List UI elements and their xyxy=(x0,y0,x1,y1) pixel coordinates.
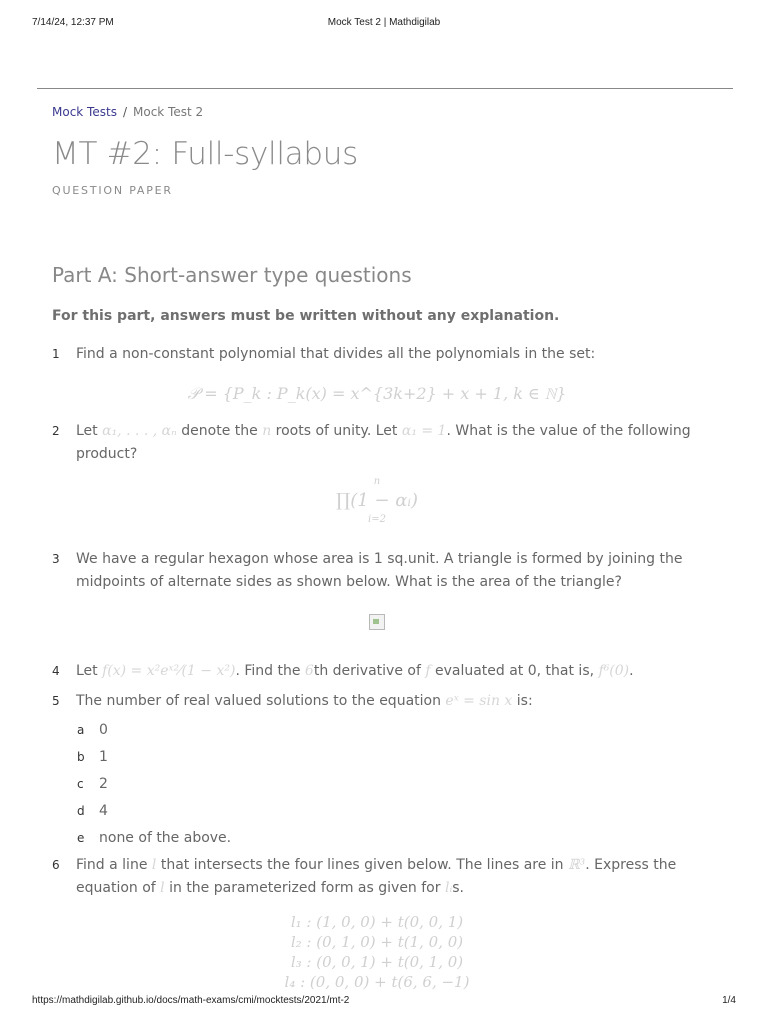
math-inline: lᵢ xyxy=(444,879,453,896)
option-text: 2 xyxy=(99,775,108,792)
option-label: e xyxy=(77,830,85,845)
option-label: b xyxy=(77,749,85,764)
question-text: s. xyxy=(452,879,465,896)
line-equation: l₂ : (0, 1, 0) + t(1, 0, 0) xyxy=(290,932,464,951)
question-text: roots of unity. Let xyxy=(271,422,402,439)
option-label: a xyxy=(77,722,85,737)
option-text: 1 xyxy=(99,748,108,765)
option-text: 4 xyxy=(99,802,108,819)
answer-options xyxy=(52,717,702,852)
broken-image-icon xyxy=(369,614,385,630)
math-inline: α₁, . . . , αₙ xyxy=(102,422,177,439)
question-text: th derivative of xyxy=(313,662,426,679)
question-number: 2 xyxy=(52,423,60,438)
question-text: is: xyxy=(512,692,533,709)
breadcrumb-current: Mock Test 2 xyxy=(133,105,204,119)
line-equation: l₃ : (0, 0, 1) + t(0, 1, 0) xyxy=(290,952,464,971)
part-note: For this part, answers must be written without any explanation. xyxy=(52,307,560,324)
math-inline: n xyxy=(262,422,272,439)
math-inline: f(x) = x²eˣ²⁄(1 − x²) xyxy=(102,662,236,679)
header-rule xyxy=(37,88,733,89)
question-text: We have a regular hexagon whose area is 1 sq.unit. A triangle is formed by joining the midpoints of alternate sides as shown below. What is the area of the triangle? xyxy=(76,550,683,590)
option-text: 0 xyxy=(99,721,108,738)
question-number: 4 xyxy=(52,663,60,678)
question-text: in the parameterized form as given for xyxy=(164,879,445,896)
main-content xyxy=(52,100,702,992)
option-label: d xyxy=(77,803,85,818)
breadcrumb-link-mock-tests[interactable]: Mock Tests xyxy=(52,105,117,119)
question-text: The number of real valued solutions to the equation xyxy=(76,692,446,709)
question-text: Find a line xyxy=(76,856,152,873)
math-inline: f⁶(0) xyxy=(598,662,630,679)
product-upper-limit: n xyxy=(373,475,381,487)
question-number: 3 xyxy=(52,551,60,566)
math-display-set: 𝒫 = {P_k : P_k(x) = x^{3k+2} + x + 1, k ∈ ℕ} xyxy=(187,383,567,403)
math-inline: α₁ = 1 xyxy=(401,422,447,439)
question-text: that intersects the four lines given below. The lines are in xyxy=(156,856,568,873)
math-display-lines xyxy=(52,912,702,992)
question-text: denote the xyxy=(176,422,263,439)
print-title: Mock Test 2 | Mathdigilab xyxy=(327,17,441,28)
math-inline: eˣ = sin x xyxy=(445,692,513,709)
option-b xyxy=(76,744,702,771)
question-text: evaluated at 0, that is, xyxy=(430,662,599,679)
question-5 xyxy=(52,690,702,713)
option-a xyxy=(76,717,702,744)
option-c xyxy=(76,771,702,798)
figure-container xyxy=(52,614,702,636)
print-datetime: 7/14/24, 12:37 PM xyxy=(32,17,114,28)
math-inline: ℝ³ xyxy=(568,856,586,873)
question-3 xyxy=(52,548,702,594)
question-text: Find a non-constant polynomial that divides all the polynomials in the set: xyxy=(76,345,596,362)
question-number: 1 xyxy=(52,346,60,361)
print-header xyxy=(32,17,736,31)
breadcrumb-separator: / xyxy=(122,105,127,119)
option-e xyxy=(76,825,702,852)
part-title: Part A: Short-answer type questions xyxy=(52,263,412,287)
line-equation: l₁ : (1, 0, 0) + t(0, 0, 1) xyxy=(290,912,464,931)
print-footer xyxy=(32,995,736,1009)
page-title: MT #2: Full-syllabus xyxy=(52,136,358,172)
product-expression: ∏(1 − αᵢ) xyxy=(335,489,419,511)
math-inline: 6 xyxy=(304,662,314,679)
section-eyebrow: QUESTION PAPER xyxy=(52,184,173,197)
question-1 xyxy=(52,343,702,366)
option-label: c xyxy=(77,776,84,791)
option-text: none of the above. xyxy=(99,829,232,846)
line-equation: l₄ : (0, 0, 0) + t(6, 6, −1) xyxy=(284,972,470,991)
math-inline: l xyxy=(151,856,157,873)
question-text: . Find the xyxy=(235,662,305,679)
question-2 xyxy=(52,420,702,466)
question-6 xyxy=(52,854,702,900)
question-text: . xyxy=(629,662,634,679)
question-text: . Express the equation of xyxy=(76,856,677,896)
breadcrumb xyxy=(52,102,702,122)
math-display-product xyxy=(52,474,702,528)
print-page-number: 1/4 xyxy=(722,995,736,1006)
option-d xyxy=(76,798,702,825)
question-text: . What is the value of the following product? xyxy=(76,422,691,462)
question-text: Let xyxy=(76,422,103,439)
print-url: https://mathdigilab.github.io/docs/math-exams/cmi/mocktests/2021/mt-2 xyxy=(32,995,350,1006)
question-number: 6 xyxy=(52,857,60,872)
math-inline: f xyxy=(425,662,431,679)
question-text: Let xyxy=(76,662,103,679)
math-inline: l xyxy=(160,879,165,896)
product-lower-limit: i=2 xyxy=(368,513,386,525)
question-4 xyxy=(52,658,702,684)
question-number: 5 xyxy=(52,693,60,708)
